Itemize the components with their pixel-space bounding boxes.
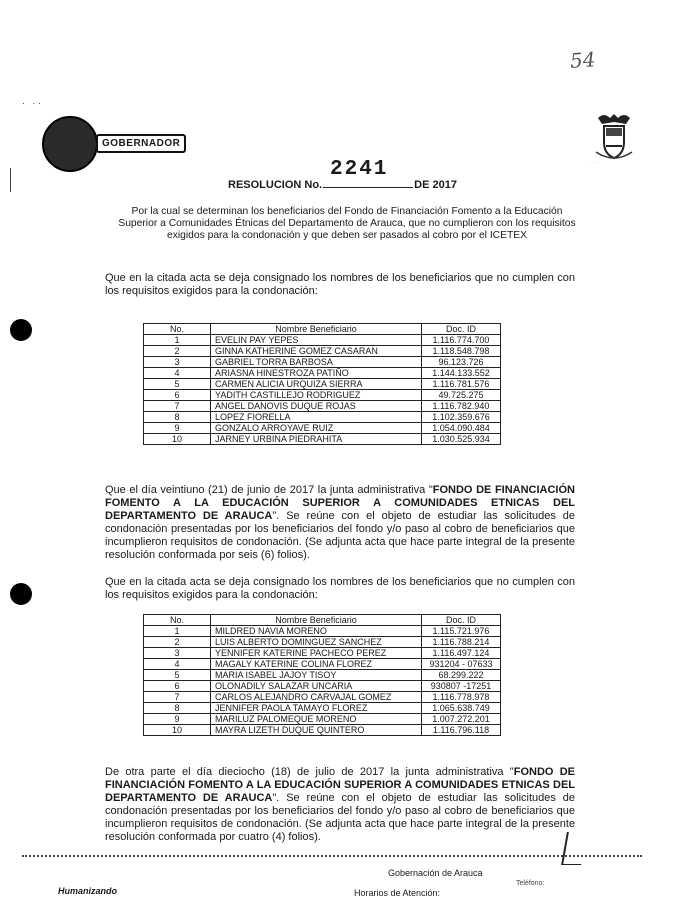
cell-name: MAGALY KATERINE COLINA FLOREZ <box>211 659 422 670</box>
department-label: GOBERNADOR <box>96 134 186 153</box>
cell-name: ARIASNA HINESTROZA PATIÑO <box>211 368 422 379</box>
table-row <box>144 659 501 670</box>
cell-name: LOPEZ FIORELLA <box>211 412 422 423</box>
resolution-number: 2241 <box>330 158 389 181</box>
resolution-label: RESOLUCION No. <box>228 179 323 191</box>
cell-doc: 1.144.133.552 <box>422 368 501 379</box>
cell-doc: 96.123.726 <box>422 357 501 368</box>
header-no: No. <box>144 615 211 626</box>
table-row <box>144 390 501 401</box>
table-row <box>144 357 501 368</box>
cell-no: 7 <box>144 401 211 412</box>
header-name: Nombre Beneficiario <box>211 324 422 335</box>
margin-mark <box>10 168 11 192</box>
cell-doc: 1.054.090.484 <box>422 423 501 434</box>
paragraph-2-rest: ". Se reúne con el objeto de estudiar las solicitudes de condonación presentadas por los beneficiarios del fondo y/o paso al cobro de beneficiarios que incumplieron requisitos de condonación. (Se adjunta acta que hace parte integral de la presente resolución conformada por seis (6) folios). <box>105 510 575 561</box>
cell-no: 10 <box>144 434 211 445</box>
header-doc: Doc. ID <box>422 615 501 626</box>
cell-doc: 1.116.497.124 <box>422 648 501 659</box>
paragraph-2-intro: Que el día veintiuno (21) de junio de 2017 la junta administrativa " <box>105 484 433 496</box>
beneficiaries-table-2 <box>143 614 501 736</box>
table-row <box>144 346 501 357</box>
fund-name: FONDO DE FINANCIACIÓN FOMENTO A LA EDUCACIÓN SUPERIOR A COMUNIDADES ETNICAS DEL DEPARTAMENTO DE ARAUCA <box>105 766 576 804</box>
cell-doc: 931204 - 07633 <box>422 659 501 670</box>
cell-name: JENNIFER PAOLA TAMAYO FLOREZ <box>211 703 422 714</box>
table-row <box>144 434 501 445</box>
cell-doc: 1.065.638.749 <box>422 703 501 714</box>
cell-name: MILDRED NAVIA MORENO <box>211 626 422 637</box>
footer-address: Gobernación de Arauca <box>388 868 483 878</box>
cell-no: 6 <box>144 681 211 692</box>
cell-name: MAYRA LIZETH DUQUE QUINTERO <box>211 725 422 736</box>
cell-name: LUIS ALBERTO DOMINGUEZ SANCHEZ <box>211 637 422 648</box>
cell-no: 6 <box>144 390 211 401</box>
cell-doc: 1.116.782.940 <box>422 401 501 412</box>
table-row <box>144 423 501 434</box>
table-row <box>144 681 501 692</box>
cell-no: 10 <box>144 725 211 736</box>
paragraph-1: Que en la citada acta se deja consignado los nombres de los beneficiarios que no cumplen con los requisitos exigidos para la condonación: <box>105 272 575 297</box>
cell-no: 3 <box>144 357 211 368</box>
punch-hole-icon <box>10 319 32 341</box>
coat-caption: · · · <box>590 160 598 166</box>
cell-no: 8 <box>144 412 211 423</box>
cell-doc: 49.725.275 <box>422 390 501 401</box>
cell-name: YENNIFER KATERINE PACHECO PEREZ <box>211 648 422 659</box>
paragraph-3: Que en la citada acta se deja consignado los nombres de los beneficiarios que no cumplen con los requisitos exigidos para la condonación: <box>105 576 575 601</box>
cell-doc: 1.007.272.201 <box>422 714 501 725</box>
cell-name: CARLOS ALEJANDRO CARVAJAL GOMEZ <box>211 692 422 703</box>
paragraph-2 <box>105 484 575 562</box>
cell-name: GINNA KATHERINE GOMEZ CASARAN <box>211 346 422 357</box>
header-name: Nombre Beneficiario <box>211 615 422 626</box>
table-header-row <box>144 615 501 626</box>
cell-no: 4 <box>144 659 211 670</box>
punch-hole-icon <box>10 583 32 605</box>
fund-name: FONDO DE FINANCIACIÓN FOMENTO A LA EDUCACIÓN SUPERIOR A COMUNIDADES ETNICAS DEL DEPARTAMENTO DE ARAUCA <box>105 484 575 522</box>
cell-name: GABRIEL TORRA BARBOSA <box>211 357 422 368</box>
cell-doc: 1.116.774.700 <box>422 335 501 346</box>
cell-name: ANGEL DANOVIS DUQUE ROJAS <box>211 401 422 412</box>
table-row <box>144 703 501 714</box>
cell-doc: 68.299.222 <box>422 670 501 681</box>
footer-phone: Teléfono: <box>516 880 545 887</box>
cell-no: 7 <box>144 692 211 703</box>
cell-no: 3 <box>144 648 211 659</box>
resolution-subtitle: Por la cual se determinan los beneficiarios del Fondo de Financiación Fomento a la Educación Superior a Comunidades Étnicas del Departamento de Arauca, que no cumplieron con los requisitos exigidos para la condonación y que deben ser pasados al cobro por el ICETEX <box>118 206 576 241</box>
cell-no: 1 <box>144 335 211 346</box>
cell-doc: 1.030.525.934 <box>422 434 501 445</box>
governor-seal-icon <box>42 116 98 172</box>
cell-no: 8 <box>144 703 211 714</box>
paragraph-4-rest: ". Se reúne con el objeto de estudiar las solicitudes de condonación presentadas por los beneficiarios del fondo y/o paso al cobro de beneficiarios que incumplieron requisitos de condonación. (Se adjunta acta que hace parte integral de la presente resolución conformada por cuatro (4) folios). <box>105 792 575 843</box>
cell-no: 5 <box>144 379 211 390</box>
cell-doc: 1.116.788.214 <box>422 637 501 648</box>
coat-of-arms-icon <box>590 112 638 164</box>
handwritten-page-number: 54 <box>569 47 597 73</box>
cell-name: YADITH CASTILLEJO RODRIGUEZ <box>211 390 422 401</box>
cell-doc: 1.102.359.676 <box>422 412 501 423</box>
cell-name: JARNEY URBINA PIEDRAHITA <box>211 434 422 445</box>
cell-name: MARIA ISABEL JAJOY TISOY <box>211 670 422 681</box>
signature-mark <box>561 832 587 865</box>
cell-name: CARMEN ALICIA URQUIZA SIERRA <box>211 379 422 390</box>
scan-marks: · · · <box>22 98 41 108</box>
table-row <box>144 648 501 659</box>
cell-no: 2 <box>144 637 211 648</box>
footer-hours: Horarios de Atención: <box>354 888 441 898</box>
slogan-logo: Humanizando <box>58 886 118 896</box>
cell-doc: 1.116.778.978 <box>422 692 501 703</box>
cell-name: EVELIN PAY YEPES <box>211 335 422 346</box>
header-no: No. <box>144 324 211 335</box>
beneficiaries-table-1 <box>143 323 501 445</box>
cell-no: 2 <box>144 346 211 357</box>
cell-no: 4 <box>144 368 211 379</box>
cell-doc: 1.118.548.798 <box>422 346 501 357</box>
table-row <box>144 637 501 648</box>
table-row <box>144 670 501 681</box>
cell-no: 1 <box>144 626 211 637</box>
table-row <box>144 725 501 736</box>
cell-doc: 1.116.781.576 <box>422 379 501 390</box>
table-row <box>144 368 501 379</box>
header-doc: Doc. ID <box>422 324 501 335</box>
cell-name: GONZALO ARROYAVE RUIZ <box>211 423 422 434</box>
resolution-year: DE 2017 <box>414 179 457 191</box>
cell-doc: 1.116.796.118 <box>422 725 501 736</box>
paragraph-4-intro: De otra parte el día dieciocho (18) de julio de 2017 la junta administrativa " <box>105 766 514 778</box>
resolution-blank <box>323 178 413 188</box>
cell-name: MARILUZ PALOMEQUE MORENO <box>211 714 422 725</box>
table-row <box>144 401 501 412</box>
cell-name: OLONADILY SALAZAR UNCARIA <box>211 681 422 692</box>
cell-doc: 1.115.721.976 <box>422 626 501 637</box>
cell-no: 9 <box>144 423 211 434</box>
table-header-row <box>144 324 501 335</box>
table-row <box>144 412 501 423</box>
cell-no: 9 <box>144 714 211 725</box>
resolution-line <box>228 178 457 191</box>
table-row <box>144 714 501 725</box>
table-row <box>144 692 501 703</box>
table-row <box>144 626 501 637</box>
cell-doc: 930807 -17251 <box>422 681 501 692</box>
paragraph-4 <box>105 766 575 844</box>
cell-no: 5 <box>144 670 211 681</box>
footer-divider <box>22 855 642 857</box>
table-row <box>144 335 501 346</box>
table-row <box>144 379 501 390</box>
